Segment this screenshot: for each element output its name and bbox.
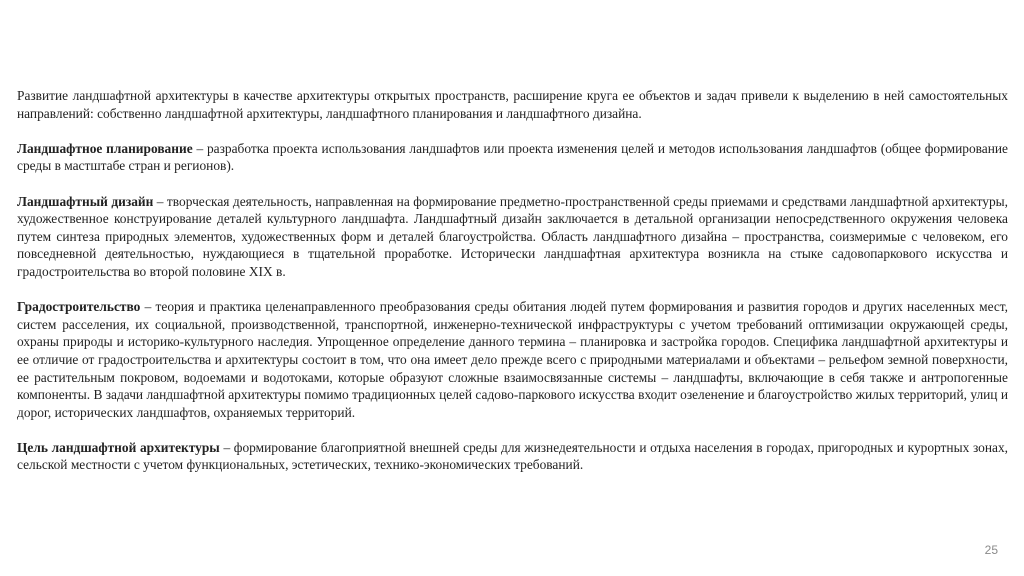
landscape-planning-definition: – разработка проекта использования ландшафтов или проекта изменения целей и методов использования ландшафтов (общее формирование среды в мастштабе стран и регионов). bbox=[17, 140, 1009, 174]
urban-planning-definition: – теория и практика целенаправленного преобразования среды обитания людей путем формирования и развития городов и других населенных мест, систем расселения, их социальной, производственной, транспортной, инженерно-технической инфраструктуры с учетом требований оптимизации окружающей среды, охраны природы и историко-культурного наследия. Упрощенное определение данного термина – планировка и застройка городов. Специфика ландшафтной архитектуры и ее отличие от градостроительства и архитектуры состоит в том, что она имеет дело прежде всего с природными материалами и объектами – рельефом земной поверхности, ее растительным покровом, водоемами и водотоками, которые образуют сложные взаимосвязанные системы – ландшафты, включающие в себя также и антропогенные компоненты. В задачи ландшафтной архитектуры помимо традиционных целей садово-паркового искусства входит озеленение и благоустройство жилых территорий, улиц и дорог, исторических ландшафтов, охраняемых территорий. bbox=[17, 299, 1008, 420]
landscape-design-paragraph bbox=[17, 193, 1008, 281]
landscape-planning-paragraph bbox=[17, 140, 1008, 175]
page-number: 25 bbox=[984, 543, 998, 557]
landscape-design-definition: – творческая деятельность, направленная на формирование предметно-пространственной среды приемами и средствами ландшафтной архитектуры, художественное конструирование деталей культурного ландшафта. Ландшафтный дизайн заключается в детальной организации непосредственного окружения человека путем синтеза природных элементов, художественных форм и деталей благоустройства. Область ландшафтного дизайна – пространства, соизмеримые с человеком, его повседневной деятельностью, нуждающиеся в тщательной проработке. Исторически ландшафтная архитектура возникла на стыке садовопаркового искусства и градостроительства во второй половине XIX в. bbox=[17, 193, 1008, 279]
intro-text: Развитие ландшафтной архитектуры в качестве архитектуры открытых пространств, расширение круга ее объектов и задач привели к выделению в ней самостоятельных направлений: собственно ландшафтной архитектуры, ландшафтного планирования и ландшафтного дизайна. bbox=[17, 88, 1008, 121]
urban-planning-term: Градостроительство bbox=[17, 299, 141, 315]
goal-definition: – формирование благоприятной внешней среды для жизнедеятельности и отдыха населения в городах, пригородных и курортных зонах, сельской местности с учетом функциональных, эстетических, технико-экономических требований. bbox=[17, 439, 1009, 473]
slide-body bbox=[17, 87, 1008, 492]
landscape-planning-term: Ландшафтное планирование bbox=[17, 140, 193, 156]
goal-paragraph bbox=[17, 439, 1008, 474]
intro-paragraph bbox=[17, 87, 1008, 122]
goal-term: Цель ландшафтной архитектуры bbox=[17, 439, 220, 455]
landscape-design-term: Ландшафтный дизайн bbox=[17, 193, 154, 209]
urban-planning-paragraph bbox=[17, 298, 1008, 421]
